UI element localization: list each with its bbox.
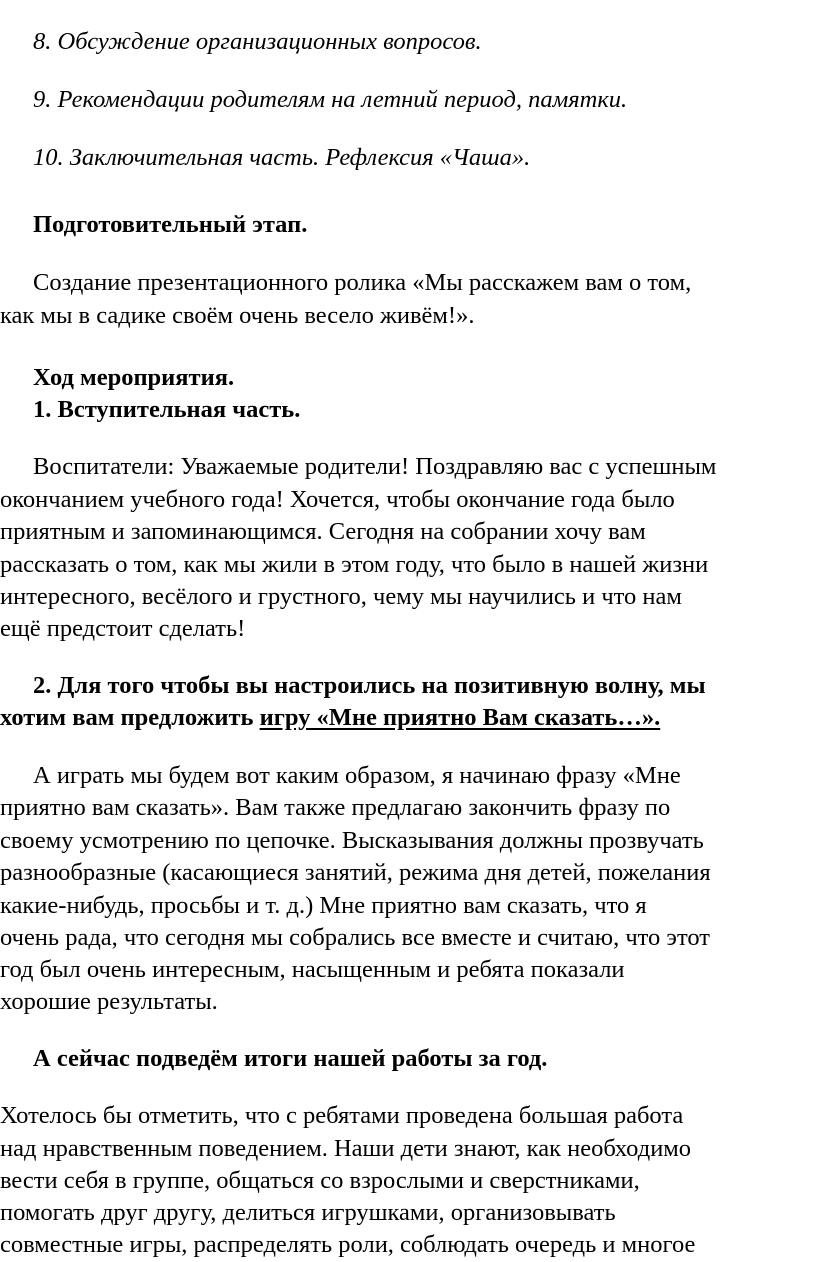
intro-paragraph-line: интересного, весёлого и грустного, чему мы научились и что нам [0,583,682,610]
game-heading-text: хотим вам предложить [0,704,260,731]
game-paragraph-line: какие-нибудь, просьбы и т. д.) Мне приятно вам сказать, что я [0,892,647,919]
summary-paragraph-line: вести себя в группе, общаться со взрослыми и сверстниками, [0,1167,640,1194]
game-title-underlined: игру «Мне приятно Вам сказать…». [259,704,661,731]
agenda-item-8: 8. Обсуждение организационных вопросов. [33,28,482,55]
intro-paragraph-line: приятным и запоминающимся. Сегодня на собрании хочу вам [0,518,646,545]
game-heading-line: 2. Для того чтобы вы настроились на позитивную волну, мы [33,672,706,699]
summary-heading: А сейчас подведём итоги нашей работы за год. [33,1045,548,1072]
intro-paragraph-line: окончанием учебного года! Хочется, чтобы окончание года было [0,486,675,513]
summary-paragraph-line: над нравственным поведением. Наши дети знают, как необходимо [0,1135,692,1162]
summary-paragraph-line: совместные игры, распределять роли, соблюдать очередь и многое [0,1231,696,1258]
prep-paragraph-line: Создание презентационного ролика «Мы расскажем вам о том, [33,269,692,296]
intro-paragraph-line: рассказать о том, как мы жили в этом году, что было в нашей жизни [0,551,709,578]
agenda-item-10: 10. Заключительная часть. Рефлексия «Чаша». [33,144,531,171]
course-heading: Ход мероприятия. [33,364,235,391]
game-paragraph-line: год был очень интересным, насыщенным и ребята показали [0,956,625,983]
part1-heading: 1. Вступительная часть. [33,396,301,423]
summary-paragraph-line: помогать друг другу, делиться игрушками, организовывать [0,1199,616,1226]
game-paragraph-line: приятно вам сказать». Вам также предлагаю закончить фразу по [0,794,671,821]
prep-paragraph-line: как мы в садике своём очень весело живём!». [0,302,475,329]
prep-heading: Подготовительный этап. [33,211,308,238]
game-paragraph-line: разнообразные (касающиеся занятий, режима дня детей, пожелания [0,859,711,886]
game-paragraph-line: А играть мы будем вот каким образом, я начинаю фразу «Мне [33,762,681,789]
game-paragraph-line: очень рада, что сегодня мы собрались все вместе и считаю, что этот [0,924,710,951]
agenda-item-9: 9. Рекомендации родителям на летний период, памятки. [33,86,628,113]
intro-paragraph-line: Воспитатели: Уважаемые родители! Поздравляю вас с успешным [33,453,717,480]
summary-paragraph-line: Хотелось бы отметить, что с ребятами проведена большая работа [0,1102,684,1129]
game-paragraph-line: своему усмотрению по цепочке. Высказывания должны прозвучать [0,827,704,854]
game-paragraph-line: хорошие результаты. [0,988,218,1015]
intro-paragraph-line: ещё предстоит сделать! [0,615,246,642]
game-heading-line [0,702,660,735]
